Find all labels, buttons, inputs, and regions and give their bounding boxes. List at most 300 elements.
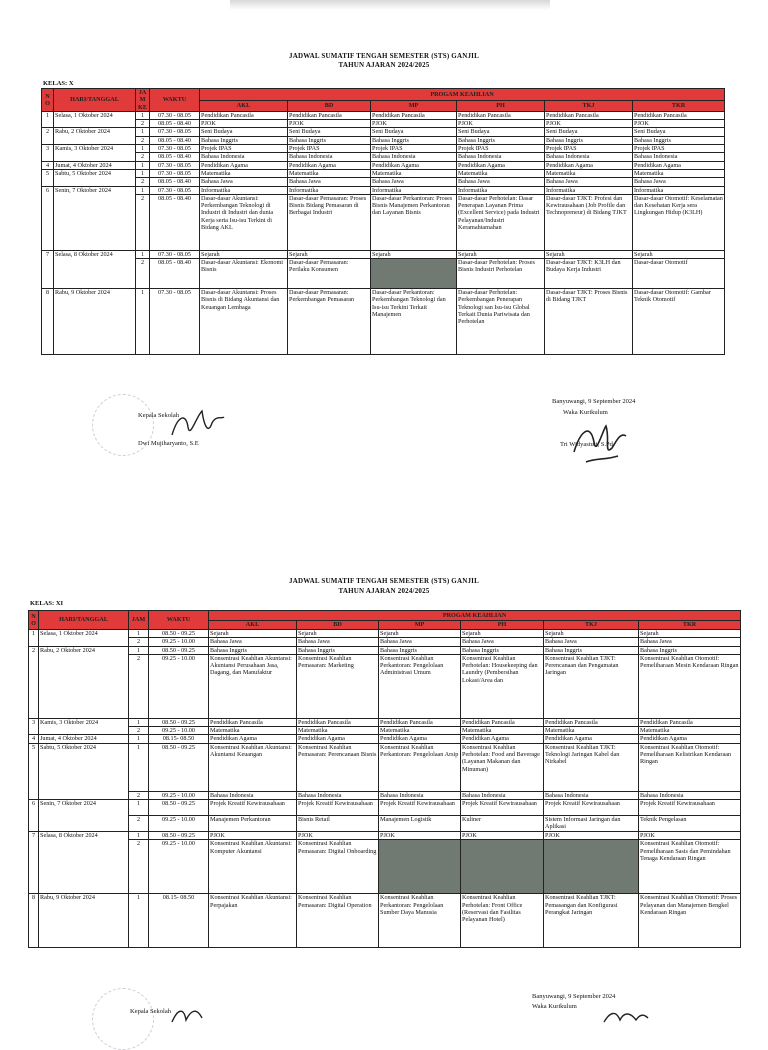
cell-jam: 1 (129, 718, 149, 726)
col-ph-header: PH (461, 621, 544, 630)
program-keahlian-header: PROGAM KEAHLIAN (209, 611, 741, 621)
cell-ph: Matematika (461, 727, 544, 735)
cell-ph: Informatika (457, 186, 545, 194)
cell-ph: Bahasa Inggris (457, 136, 545, 144)
cell-mp: Sejarah (379, 630, 461, 638)
top-scan-shadow (230, 0, 550, 10)
cell-mp: PJOK (379, 832, 461, 840)
table-row (29, 791, 741, 799)
cell-bd: Sejarah (288, 250, 371, 258)
cell-tkj: Bahasa Inggris (545, 136, 633, 144)
cell-bd: Pendidikan Agama (297, 735, 379, 743)
cell-jam: 2 (136, 120, 150, 128)
cell-akl: Pendidikan Pancasila (209, 718, 297, 726)
cell-mp: Pendidikan Pancasila (371, 111, 457, 119)
doc2-right-place: Banyuwangi, 9 September 2024 (532, 993, 616, 1000)
cell-bd: Dasar-dasar Pemasaran: Perkembangan Pemasaran (288, 289, 371, 355)
cell-akl: PJOK (209, 832, 297, 840)
cell-mp: PJOK (371, 120, 457, 128)
cell-no: 2 (29, 646, 39, 718)
col-tkj-header: TKJ (544, 621, 639, 630)
doc2-right-role: Waka Kurikulum (532, 1003, 577, 1010)
cell-waktu: 08.05 - 08.40 (150, 120, 200, 128)
doc1-left-role: Kepala Sekolah (138, 412, 179, 419)
cell-no: 8 (42, 289, 54, 355)
cell-hari-tanggal: Rabu, 9 Oktober 2024 (54, 289, 136, 355)
table-row (29, 727, 741, 735)
cell-tkr: Teknik Pengelasan (639, 816, 741, 832)
cell-akl: Bahasa Indonesia (209, 791, 297, 799)
cell-akl: Seni Budaya (200, 128, 288, 136)
cell-ph: PJOK (457, 120, 545, 128)
cell-akl: Konsentrasi Keahlian Akuntansi: Akuntansi Perusahaan Jasa, Dagang, dan Manufaktur (209, 654, 297, 718)
cell-akl: Pendidikan Agama (200, 161, 288, 169)
cell-akl: Bahasa Jawa (209, 638, 297, 646)
cell-akl: Sejarah (209, 630, 297, 638)
cell-no: 7 (42, 250, 54, 288)
cell-jam: 2 (129, 638, 149, 646)
cell-waktu: 07.30 - 08.05 (150, 145, 200, 153)
table-row (29, 840, 741, 894)
cell-ph: Matematika (457, 169, 545, 177)
cell-tkj: Matematika (545, 169, 633, 177)
doc1-left-name: Dwi Mujiharyanto, S.E (138, 440, 199, 447)
table-row (42, 145, 725, 153)
cell-tkr: Dasar-dasar Otomotif: Keselamatan dan Kesehatan Kerja sera Lingkungan Hidup (K3LH) (633, 194, 725, 250)
cell-jam: 2 (129, 816, 149, 832)
cell-waktu: 07.30 - 08.05 (150, 289, 200, 355)
cell-tkr: Matematika (633, 169, 725, 177)
table-row (42, 111, 725, 119)
cell-waktu: 08.05 - 08.40 (150, 194, 200, 250)
cell-bd: PJOK (297, 832, 379, 840)
cell-waktu: 08.50 - 09.25 (149, 718, 209, 726)
cell-waktu: 08.50 - 09.25 (149, 630, 209, 638)
cell-tkr: Pendidikan Agama (633, 161, 725, 169)
cell-bd: Seni Budaya (288, 128, 371, 136)
table-row (29, 743, 741, 791)
cell-waktu: 07.30 - 08.05 (150, 128, 200, 136)
cell-tkj: Bahasa Jawa (545, 178, 633, 186)
cell-akl: Pendidikan Agama (209, 735, 297, 743)
cell-no: 2 (42, 128, 54, 145)
cell-mp: Bahasa Jawa (371, 178, 457, 186)
cell-mp: Pendidikan Agama (379, 735, 461, 743)
doc1-subtitle: TAHUN AJARAN 2024/2025 (338, 61, 430, 69)
cell-bd: Sejarah (297, 630, 379, 638)
cell-tkj: PJOK (544, 832, 639, 840)
cell-hari-tanggal: Jumat, 4 Oktober 2024 (39, 735, 129, 743)
cell-bd: Pendidikan Pancasila (288, 111, 371, 119)
cell-hari-tanggal: Kamis, 3 Oktober 2024 (39, 718, 129, 735)
cell-jam: 2 (129, 727, 149, 735)
table-row (29, 894, 741, 948)
table-row (29, 654, 741, 718)
cell-tkr: Sejarah (639, 630, 741, 638)
cell-bd: Informatika (288, 186, 371, 194)
cell-jam: 2 (136, 153, 150, 161)
cell-bd: Bahasa Indonesia (288, 153, 371, 161)
cell-tkr: PJOK (639, 832, 741, 840)
cell-waktu: 08.05 - 08.40 (150, 178, 200, 186)
cell-akl: Projek Kreatif Kewirausahaan (209, 800, 297, 816)
cell-akl: Pendidikan Pancasila (200, 111, 288, 119)
cell-mp: Matematika (371, 169, 457, 177)
cell-ph: Konsentrasi Keahlian Perhotelan: Housekeeping dan Laundry (Pembersihan Lokasi/Area dan (461, 654, 544, 718)
cell-hari-tanggal: Sabtu, 5 Oktober 2024 (39, 743, 129, 799)
cell-ph: Sejarah (461, 630, 544, 638)
col-akl-header: AKL (200, 100, 288, 111)
cell-waktu: 08.50 - 09.25 (149, 832, 209, 840)
cell-no: 4 (42, 161, 54, 169)
cell-hari-tanggal: Senin, 7 Oktober 2024 (54, 186, 136, 250)
cell-ph: Projek Kreatif Kewirausahaan (461, 800, 544, 816)
cell-bd: Konsentrasi Keahlian Pemasaran: Digital Operation (297, 894, 379, 948)
cell-mp (371, 259, 457, 289)
cell-bd: Bahasa Jawa (288, 178, 371, 186)
cell-akl: Dasar-dasar Akuntansi: Perkembangan Teknologi di Industri di Industri dan dunia Kerja serta Isu-isu Terkini di Bidang AKL (200, 194, 288, 250)
cell-ph: Konsentrasi Keahlian Perhotelan: Food and Baverage (Layanan Makanan dan Minuman) (461, 743, 544, 791)
cell-tkj: Konsentrasi Keahlian TJKT: Perencanaan dan Pengamatan Jaringan (544, 654, 639, 718)
cell-ph: Bahasa Indonesia (457, 153, 545, 161)
table-row (42, 120, 725, 128)
col-akl-header: AKL (209, 621, 297, 630)
cell-no: 3 (42, 145, 54, 162)
cell-akl: Bahasa Indonesia (200, 153, 288, 161)
col-mp-header: MP (379, 621, 461, 630)
cell-jam: 1 (129, 894, 149, 948)
cell-tkj: Sistem Informasi Jaringan dan Aplikasi (544, 816, 639, 832)
cell-waktu: 07.30 - 08.05 (150, 186, 200, 194)
cell-mp: Bahasa Jawa (379, 638, 461, 646)
cell-ph (461, 840, 544, 894)
cell-bd: Pendidikan Pancasila (297, 718, 379, 726)
doc1-right-place: Banyuwangi, 9 September 2024 (552, 398, 636, 405)
cell-tkr: Konsentrasi Keahlian Otomotif: Pemeliharaan Sasis dan Pemindahan Tenaga Kendaraan Ringan (639, 840, 741, 894)
cell-tkj: Dasar-dasar TJKT: Proses Bisnis di Bidang TJKT (545, 289, 633, 355)
cell-mp (379, 840, 461, 894)
cell-mp: Manajemen Logistik (379, 816, 461, 832)
cell-hari-tanggal: Sabtu, 5 Oktober 2024 (54, 169, 136, 186)
col-jam-header: JAM KE (136, 89, 150, 112)
cell-tkr: Konsentrasi Keahlian Otomotif: Pemeliharaan Kelistrikan Kendaraan Ringan (639, 743, 741, 791)
doc2-class-label: KELAS: XI (30, 600, 64, 607)
cell-bd: Bahasa Inggris (297, 646, 379, 654)
doc2-left-role: Kepala Sekolah (130, 1008, 171, 1015)
cell-jam: 2 (129, 791, 149, 799)
cell-tkr: Matematika (639, 727, 741, 735)
doc1-left-signature (168, 405, 228, 445)
cell-akl: Konsentrasi Keahlian Akuntansi: Komputer Akuntansi (209, 840, 297, 894)
cell-tkj: Bahasa Jawa (544, 638, 639, 646)
cell-tkj (544, 840, 639, 894)
cell-waktu: 09.25 - 10.00 (149, 654, 209, 718)
col-waktu-header: WAKTU (149, 611, 209, 630)
cell-jam: 2 (129, 840, 149, 894)
cell-bd: Dasar-dasar Pemasaran: Proses Bisnis Bidang Pemasaran di Berbagai Industri (288, 194, 371, 250)
cell-waktu: 07.30 - 08.05 (150, 161, 200, 169)
cell-tkr: Konsentrasi Keahlian Otomotif: Pemeliharaan Mesin Kendaraan Ringan (639, 654, 741, 718)
cell-mp: Pendidikan Agama (371, 161, 457, 169)
table-row (42, 259, 725, 289)
cell-tkr: Bahasa Indonesia (633, 153, 725, 161)
cell-ph: PJOK (461, 832, 544, 840)
cell-no: 7 (29, 832, 39, 894)
table-row (42, 128, 725, 136)
cell-akl: Matematika (200, 169, 288, 177)
cell-mp: Dasar-dasar Perkantoran: Perkembangan Teknologi dan Isu-isu Terkini Terkait Manajemen (371, 289, 457, 355)
cell-mp: Dasar-dasar Perkantoran: Proses Bisnis Manajemen Perkantoran dan Layanan Bisnis (371, 194, 457, 250)
cell-bd: Konsentrasi Keahlian Pemasaran: Perencanaan Bisnis (297, 743, 379, 791)
program-keahlian-header: PROGAM KEAHLIAN (200, 89, 725, 101)
table-row (42, 161, 725, 169)
table-row (29, 832, 741, 840)
cell-waktu: 09.25 - 10.00 (149, 840, 209, 894)
cell-ph: Bahasa Jawa (461, 638, 544, 646)
cell-akl: Konsentrasi Keahlian Akuntansi: Akuntansi Keuangan (209, 743, 297, 791)
cell-ph: Projek IPAS (457, 145, 545, 153)
cell-no: 1 (29, 630, 39, 647)
cell-waktu: 09.25 - 10.00 (149, 816, 209, 832)
col-hari-header: HARI/TANGGAL (54, 89, 136, 112)
cell-hari-tanggal: Selasa, 8 Oktober 2024 (39, 832, 129, 894)
cell-akl: Bahasa Jawa (200, 178, 288, 186)
cell-hari-tanggal: Selasa, 8 Oktober 2024 (54, 250, 136, 288)
cell-jam: 1 (136, 289, 150, 355)
cell-hari-tanggal: Selasa, 1 Oktober 2024 (39, 630, 129, 647)
cell-bd: Projek IPAS (288, 145, 371, 153)
cell-waktu: 08.50 - 09.25 (149, 800, 209, 816)
cell-waktu: 08.50 - 09.25 (149, 646, 209, 654)
table-row (29, 646, 741, 654)
cell-akl: Matematika (209, 727, 297, 735)
cell-akl: Konsentrasi Keahlian Akuntansi: Perpajakan (209, 894, 297, 948)
col-bd-header: BD (297, 621, 379, 630)
doc1-schedule-table (41, 88, 725, 355)
cell-akl: Sejarah (200, 250, 288, 258)
cell-ph: Dasar-dasar Perhotelan: Perkembangan Penerapan Teknologi san Isu-isu Global Terkait Dunia Pariwisata dan Perhotelan (457, 289, 545, 355)
cell-waktu: 09.25 - 10.00 (149, 727, 209, 735)
cell-no: 5 (42, 169, 54, 186)
cell-waktu: 07.30 - 08.05 (150, 169, 200, 177)
cell-mp: Konsentrasi Keahlian Perkantoran: Pengelolaan Arsip (379, 743, 461, 791)
cell-tkj: Bahasa Indonesia (545, 153, 633, 161)
doc2-schedule-table (28, 610, 741, 948)
cell-tkj: Matematika (544, 727, 639, 735)
cell-waktu: 08.05 - 08.40 (150, 153, 200, 161)
cell-akl: Dasar-dasar Akuntansi: Ekonomi Bisnis (200, 259, 288, 289)
cell-bd: PJOK (288, 120, 371, 128)
cell-tkj: Pendidikan Agama (544, 735, 639, 743)
cell-ph: Konsentrasi Keahlian Perhotelan: Front Office (Reservasi dan Fasilitas Pelayanan Hotel) (461, 894, 544, 948)
cell-no: 6 (29, 800, 39, 832)
table-row (42, 194, 725, 250)
cell-ph: Bahasa Jawa (457, 178, 545, 186)
cell-akl: PJOK (200, 120, 288, 128)
cell-mp: Informatika (371, 186, 457, 194)
col-hari-header: HARI/TANGGAL (39, 611, 129, 630)
cell-mp: Bahasa Inggris (379, 646, 461, 654)
cell-no: 3 (29, 718, 39, 735)
cell-tkr: Bahasa Indonesia (639, 791, 741, 799)
cell-waktu: 08.50 - 09.25 (149, 743, 209, 791)
cell-ph: Pendidikan Agama (461, 735, 544, 743)
doc2-subtitle: TAHUN AJARAN 2024/2025 (338, 587, 430, 595)
col-ph-header: PH (457, 100, 545, 111)
cell-hari-tanggal: Rabu, 9 Oktober 2024 (39, 894, 129, 948)
cell-ph: Sejarah (457, 250, 545, 258)
cell-hari-tanggal: Jumat, 4 Oktober 2024 (54, 161, 136, 169)
doc1-title: JADWAL SUMATIF TENGAH SEMESTER (STS) GANJIL (289, 52, 479, 60)
cell-mp: Bahasa Indonesia (371, 153, 457, 161)
cell-jam: 1 (136, 111, 150, 119)
cell-bd: Dasar-dasar Pemasaran: Perilaku Konsumen (288, 259, 371, 289)
cell-ph: Dasar-dasar Perhotelan: Proses Bisnis Industri Perhotelan (457, 259, 545, 289)
cell-mp: Konsentrasi Keahlian Perkantoran: Pengelolaan Administrasi Umum (379, 654, 461, 718)
table-row (42, 178, 725, 186)
cell-tkr: Projek IPAS (633, 145, 725, 153)
cell-hari-tanggal: Rabu, 2 Oktober 2024 (39, 646, 129, 718)
cell-jam: 1 (129, 800, 149, 816)
doc2-right-signature (600, 1008, 650, 1024)
cell-mp: Matematika (379, 727, 461, 735)
cell-ph: Kuliner (461, 816, 544, 832)
col-tkr-header: TKR (633, 100, 725, 111)
doc1-right-name: Tri Widyastuti, S.Pd (560, 441, 613, 448)
cell-no: 4 (29, 735, 39, 743)
cell-akl: Manajemen Perkantoran (209, 816, 297, 832)
cell-jam: 2 (129, 654, 149, 718)
cell-bd: Matematika (288, 169, 371, 177)
cell-ph: Pendidikan Agama (457, 161, 545, 169)
table-row (42, 153, 725, 161)
table-row (29, 735, 741, 743)
cell-hari-tanggal: Kamis, 3 Oktober 2024 (54, 145, 136, 162)
doc2-title: JADWAL SUMATIF TENGAH SEMESTER (STS) GANJIL (289, 577, 479, 585)
cell-mp: Bahasa Indonesia (379, 791, 461, 799)
cell-akl: Projek IPAS (200, 145, 288, 153)
doc2-left-signature (168, 1004, 208, 1024)
cell-tkr: Bahasa Inggris (633, 136, 725, 144)
cell-tkj: Dasar-dasar TJKT: K3LH dan Budaya Kerja Industri (545, 259, 633, 289)
cell-akl: Bahasa Inggris (209, 646, 297, 654)
cell-mp: Pendidikan Pancasila (379, 718, 461, 726)
cell-tkr: PJOK (633, 120, 725, 128)
doc1-table-body (42, 111, 725, 354)
doc1-class-label: KELAS: X (43, 80, 74, 87)
cell-tkj: Sejarah (545, 250, 633, 258)
doc1-right-role: Waka Kurikulum (563, 409, 608, 416)
cell-tkj: Pendidikan Agama (545, 161, 633, 169)
cell-tkj: Pendidikan Pancasila (545, 111, 633, 119)
cell-tkj: Bahasa Indonesia (544, 791, 639, 799)
cell-akl: Dasar-dasar Akuntansi: Proses Bisnis di Bidang Akuntansi dan Keuangan Lembaga (200, 289, 288, 355)
cell-tkj: Konsentrasi Keahlian TJKT: Pemasangan dan Konfigurasi Perangkat Jaringan (544, 894, 639, 948)
doc2-table-body (29, 630, 741, 948)
cell-waktu: 08.05 - 08.40 (150, 136, 200, 144)
cell-mp: Bahasa Inggris (371, 136, 457, 144)
cell-tkr: Projek Kreatif Kewirausahaan (639, 800, 741, 816)
cell-no: 8 (29, 894, 39, 948)
school-stamp-2 (92, 988, 154, 1050)
cell-tkr: Pendidikan Agama (639, 735, 741, 743)
col-tkr-header: TKR (639, 621, 741, 630)
cell-hari-tanggal: Rabu, 2 Oktober 2024 (54, 128, 136, 145)
cell-tkj: PJOK (545, 120, 633, 128)
table-row (29, 816, 741, 832)
cell-akl: Bahasa Inggris (200, 136, 288, 144)
cell-jam: 1 (136, 250, 150, 258)
cell-waktu: 08.15- 08.50 (149, 894, 209, 948)
cell-jam: 1 (136, 145, 150, 153)
cell-waktu: 08.05 - 08.40 (150, 259, 200, 289)
cell-no: 6 (42, 186, 54, 250)
cell-jam: 1 (129, 646, 149, 654)
cell-bd: Bisnis Retail (297, 816, 379, 832)
cell-bd: Konsentrasi Keahlian Pemasaran: Marketing (297, 654, 379, 718)
table-row (42, 250, 725, 258)
cell-tkr: Dasar-dasar Otomotif: Gambar Teknik Otomotif (633, 289, 725, 355)
cell-bd: Matematika (297, 727, 379, 735)
col-tkj-header: TKJ (545, 100, 633, 111)
cell-tkj: Seni Budaya (545, 128, 633, 136)
cell-ph: Pendidikan Pancasila (457, 111, 545, 119)
cell-bd: Pendidikan Agama (288, 161, 371, 169)
cell-tkj: Dasar-dasar TJKT: Profesi dan Kewirausahaan (Job Profile dan Technopreneur) di Bidang TJKT (545, 194, 633, 250)
cell-ph: Bahasa Indonesia (461, 791, 544, 799)
table-row (42, 169, 725, 177)
table-row (42, 289, 725, 355)
cell-waktu: 07.30 - 08.05 (150, 250, 200, 258)
col-bd-header: BD (288, 100, 371, 111)
table-row (42, 136, 725, 144)
table-row (29, 630, 741, 638)
cell-jam: 2 (136, 259, 150, 289)
cell-bd: Bahasa Jawa (297, 638, 379, 646)
cell-bd: Projek Kreatif Kewirausahaan (297, 800, 379, 816)
cell-hari-tanggal: Senin, 7 Oktober 2024 (39, 800, 129, 832)
col-jam-header: JAM (129, 611, 149, 630)
cell-jam: 1 (129, 630, 149, 638)
cell-jam: 1 (136, 186, 150, 194)
cell-ph: Dasar-dasar Perhotelan: Dasar Penerapan Layanan Prima (Excellent Service) pada Industri Pelayanan/Industri Keramahtamahan (457, 194, 545, 250)
cell-tkj: Projek Kreatif Kewirausahaan (544, 800, 639, 816)
cell-mp: Seni Budaya (371, 128, 457, 136)
cell-jam: 2 (136, 178, 150, 186)
cell-bd: Bahasa Indonesia (297, 791, 379, 799)
cell-jam: 2 (136, 194, 150, 250)
cell-jam: 1 (136, 128, 150, 136)
cell-tkj: Pendidikan Pancasila (544, 718, 639, 726)
cell-mp: Projek IPAS (371, 145, 457, 153)
table-row (29, 638, 741, 646)
col-waktu-header: WAKTU (150, 89, 200, 112)
cell-ph: Seni Budaya (457, 128, 545, 136)
cell-tkr: Bahasa Inggris (639, 646, 741, 654)
cell-waktu: 09.25 - 10.00 (149, 791, 209, 799)
cell-tkr: Pendidikan Pancasila (633, 111, 725, 119)
cell-tkj: Konsentrasi Keahlian TJKT: Teknologi Jaringan Kabel dan Nirkabel (544, 743, 639, 791)
col-no-header: NO (29, 611, 39, 630)
cell-jam: 2 (136, 136, 150, 144)
cell-tkr: Sejarah (633, 250, 725, 258)
cell-waktu: 08.15- 08.50 (149, 735, 209, 743)
cell-ph: Pendidikan Pancasila (461, 718, 544, 726)
cell-tkr: Dasar-dasar Otomotif (633, 259, 725, 289)
cell-jam: 1 (136, 169, 150, 177)
doc1-right-signature (566, 412, 636, 467)
cell-tkj: Bahasa Inggris (544, 646, 639, 654)
